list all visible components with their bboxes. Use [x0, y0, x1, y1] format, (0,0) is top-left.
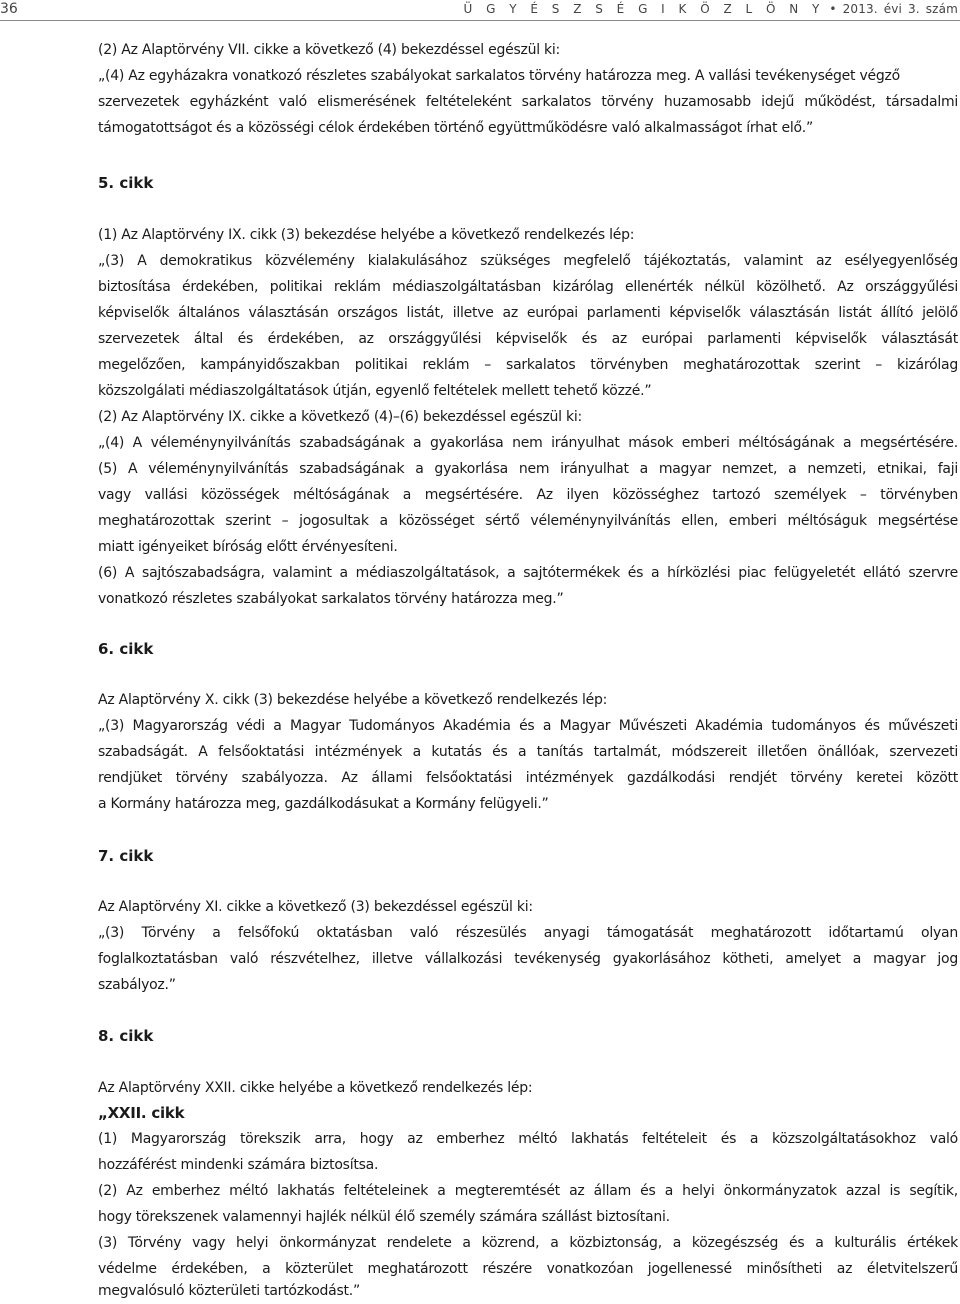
text-line: (1) Az Alaptörvény IX. cikk (3) bekezdése helyébe a következő rendelkezés lép: — [98, 227, 635, 243]
article-heading: 7. cikk — [98, 847, 154, 865]
text-line: rendjüket törvény szabályozza. Az állami felsőoktatási intézmények gazdálkodási rendjét törvény keretei között — [98, 770, 958, 786]
journal-name: Ü G Y É S Z S É G I K Ö Z L Ö N Y — [463, 2, 824, 16]
journal-title — [464, 0, 958, 18]
text-line: biztosítása érdekében, politikai reklám médiaszolgáltatásban kizárólag ellenérték nélkül közölhető. Az országgyűlési — [98, 279, 958, 295]
page-number: 36 — [0, 1, 18, 17]
article-subheading: „XXII. cikk — [98, 1104, 185, 1122]
text-line: „(3) Magyarország védi a Magyar Tudományos Akadémia és a Magyar Művészeti Akadémia tudományos és művészeti — [98, 718, 958, 734]
text-line: Az Alaptörvény X. cikk (3) bekezdése helyébe a következő rendelkezés lép: — [98, 692, 608, 708]
text-line: hogy törekszenek valamennyi hajlék nélkül élő személy számára szállást biztosítani. — [98, 1209, 670, 1225]
text-line: (2) Az Alaptörvény IX. cikke a következő (4)–(6) bekezdéssel egészül ki: — [98, 409, 582, 425]
text-line: védelme érdekében, a közterület meghatározott részére vonatkozóan jogellenessé minősítheti az életvitelszerű — [98, 1261, 958, 1277]
text-line: (6) A sajtószabadságra, valamint a médiaszolgáltatások, a sajtótermékek és a hírközlési piac felügyeletét ellátó szervre — [98, 565, 958, 581]
text-line: szervezetek egyházként való elismerésének feltételeként sarkalatos törvény huzamosabb idejű működést, társadalmi — [98, 94, 958, 110]
text-line: foglalkoztatásban való részvételhez, illetve vállalkozási tevékenység gyakorlásához kötheti, amelyet a magyar jog — [98, 951, 958, 967]
text-line: Az Alaptörvény XXII. cikke helyébe a következő rendelkezés lép: — [98, 1080, 533, 1096]
text-line: „(3) A demokratikus közvélemény kialakulásához szükséges megfelelő tájékoztatás, valamint az esélyegyenlőség — [98, 253, 958, 269]
text-line: szabályoz.” — [98, 977, 176, 993]
text-line: támogatottságot és a közösségi célok érdekében történő együttműködésre való alkalmasságot írhat elő.” — [98, 120, 814, 136]
text-line: megelőzően, kampányidőszakban politikai reklám – sarkalatos törvényben meghatározottak szerint – kizárólag — [98, 357, 958, 373]
text-line: meghatározottak szerint – jogosultak a közösséget sértő véleménynyilvánítás ellen, emberi méltóságuk megsértése — [98, 513, 958, 529]
page-header — [0, 0, 960, 22]
text-line: Az Alaptörvény XI. cikke a következő (3) bekezdéssel egészül ki: — [98, 899, 533, 915]
text-line: szervezetek által és érdekében, az országgyűlési képviselők és az európai parlamenti képviselők választását — [98, 331, 958, 347]
text-line: (5) A véleménynyilvánítás szabadságának a gyakorlása nem irányulhat a magyar nemzet, a nemzeti, etnikai, faji — [98, 461, 958, 477]
text-line: „(3) Törvény a felsőfokú oktatásban való részesülés anyagi támogatását meghatározott időtartamú olyan — [98, 925, 958, 941]
bullet-separator: • — [829, 2, 837, 16]
article-heading: 8. cikk — [98, 1027, 154, 1045]
text-line: szabadságát. A felsőoktatási intézmények a kutatás és a tanítás tartalmát, módszereit illetően önállóak, szervezeti — [98, 744, 958, 760]
journal-issue: 2013. évi 3. szám — [842, 2, 958, 16]
text-line: (2) Az Alaptörvény VII. cikke a következő (4) bekezdéssel egészül ki: — [98, 42, 561, 58]
text-line: „(4) A véleménynyilvánítás szabadságának a gyakorlása nem irányulhat mások emberi méltóságának a megsértésére. — [98, 435, 958, 451]
text-line: miatt igényeiket bíróság előtt érvényesíteni. — [98, 539, 398, 555]
text-line: (2) Az emberhez méltó lakhatás feltételeinek a megteremtését az állam és a helyi önkormányzatok azzal is segítik, — [98, 1183, 958, 1199]
text-line: hozzáférést mindenki számára biztosítsa. — [98, 1157, 379, 1173]
text-line: vonatkozó részletes szabályokat sarkalatos törvény határozza meg.” — [98, 591, 564, 607]
text-line: a Kormány határozza meg, gazdálkodásukat a Kormány felügyeli.” — [98, 796, 549, 812]
text-line: vagy vallási közösségek méltóságának a megsértésére. Az ilyen közösséghez tartozó személyek – törvényben — [98, 487, 958, 503]
text-line: közszolgálati médiaszolgáltatások útján, egyenlő feltételek mellett tehető közzé.” — [98, 383, 652, 399]
text-line: (3) Törvény vagy helyi önkormányzat rendelete a közrend, a közbiztonság, a közegészség és a kulturális értékek — [98, 1235, 958, 1251]
article-heading: 6. cikk — [98, 640, 154, 658]
text-line: képviselők általános választásán országos listát, illetve az európai parlamenti képviselők választásán listát állító jelölő — [98, 305, 958, 321]
header-rule — [0, 20, 960, 21]
text-line: megvalósuló közterületi tartózkodást.” — [98, 1283, 360, 1299]
article-heading: 5. cikk — [98, 174, 154, 192]
text-line: „(4) Az egyházakra vonatkozó részletes szabályokat sarkalatos törvény határozza meg. A vallási tevékenységet végző — [98, 68, 900, 84]
text-line: (1) Magyarország törekszik arra, hogy az emberhez méltó lakhatás feltételeit és a közszolgáltatásokhoz való — [98, 1131, 958, 1147]
